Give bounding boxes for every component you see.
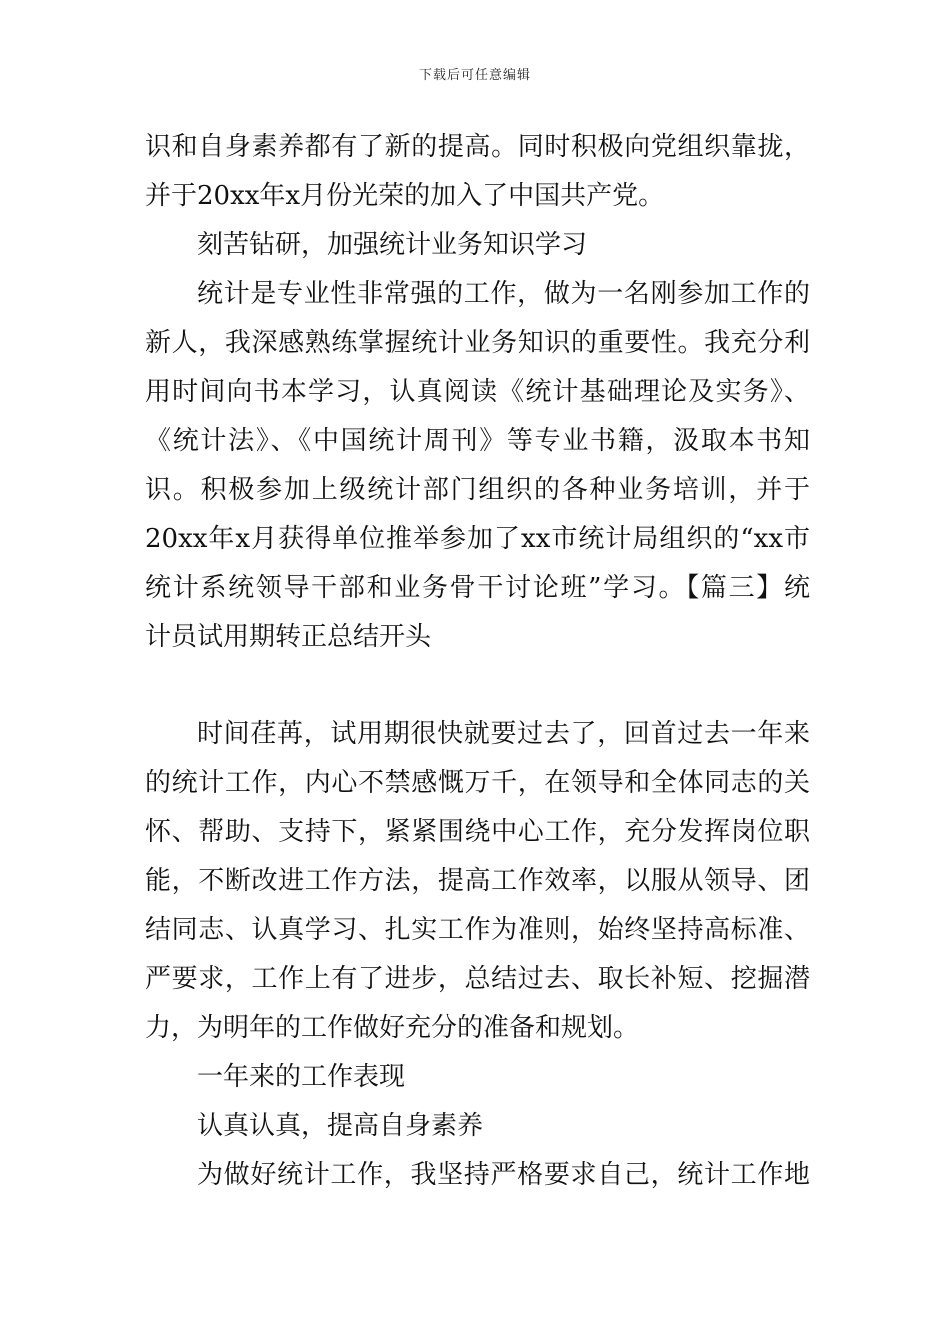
text-line: 计员试用期转正总结开头 [145, 622, 432, 652]
text-line: 统计系统领导干部和业务骨干讨论班”学习。【篇三】统 [145, 573, 810, 603]
text-line: 力，为明年的工作做好充分的准备和规划。 [145, 1013, 640, 1043]
text-line: 识和自身素养都有了新的提高。同时积极向党组织靠拢， [145, 132, 810, 162]
document-body [145, 123, 810, 1200]
section-heading: 刻苦钻研，加强统计业务知识学习 [197, 230, 588, 260]
text-line: 并于20xx年x月份光荣的加入了中国共产党。 [145, 181, 665, 211]
text-line: 严要求，工作上有了进步，总结过去、取长补短、挖掘潜 [145, 964, 810, 994]
section-heading: 认真认真，提高自身素养 [197, 1111, 484, 1141]
text-line: 统计是专业性非常强的工作，做为一名刚参加工作的 [197, 279, 810, 309]
text-line: 的统计工作，内心不禁感慨万千，在领导和全体同志的关 [145, 768, 810, 798]
text-line: 怀、帮助、支持下，紧紧围绕中心工作，充分发挥岗位职 [145, 817, 810, 847]
text-line: 为做好统计工作，我坚持严格要求自己，统计工作地 [197, 1160, 810, 1190]
text-line: 20xx年x月获得单位推举参加了xx市统计局组织的“xx市 [145, 524, 810, 554]
text-line: 用时间向书本学习，认真阅读《统计基础理论及实务》、 [145, 377, 810, 407]
page-header: 下载后可任意编辑 [418, 68, 531, 83]
text-line: 时间荏苒，试用期很快就要过去了，回首过去一年来 [197, 719, 810, 749]
text-line: 新人，我深感熟练掌握统计业务知识的重要性。我充分利 [145, 328, 810, 358]
text-line: 能，不断改进工作方法，提高工作效率，以服从领导、团 [145, 866, 810, 896]
text-line: 识。积极参加上级统计部门组织的各种业务培训，并于 [145, 475, 810, 505]
section-heading: 一年来的工作表现 [197, 1062, 406, 1092]
text-line: 结同志、认真学习、扎实工作为准则，始终坚持高标准、 [145, 915, 810, 945]
text-line: 《统计法》、《中国统计周刊》等专业书籍，汲取本书知 [145, 426, 810, 456]
blank-line [145, 662, 810, 710]
